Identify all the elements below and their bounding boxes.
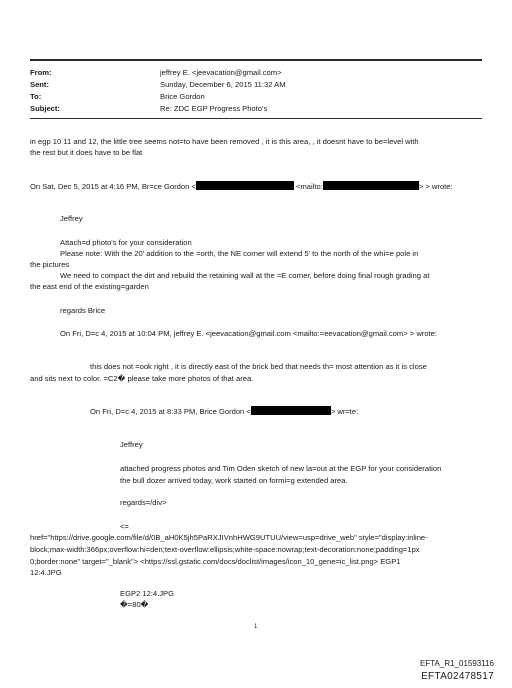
body-line: attached progress photos and Tim Oden sketch of new la=out at the EGP for your consideration: [120, 464, 442, 473]
mailto-text: <mailto:: [296, 182, 323, 191]
body-line: the pictures: [30, 260, 70, 269]
page-number: 1: [254, 624, 258, 630]
signature: regards Brice: [60, 306, 106, 315]
body-line: <=: [120, 522, 129, 531]
quote-header: On Fri, D=c 4, 2015 at 10:04 PM, jeffrey E. <jeevacation@gmail.com <mailto:=eevacation@gmail.com> > wrote:: [60, 329, 438, 338]
quote-header: [90, 406, 358, 417]
salutation: Jeffrey: [60, 214, 83, 223]
encoded-chars: �=80�: [120, 600, 149, 609]
salutation: Jeffrey: [120, 440, 143, 449]
redaction-box: [196, 181, 294, 190]
quote-header-text: On Sat, Dec 5, 2015 at 4:16 PM, Br=ce Gordon <: [30, 182, 196, 191]
body-line: Attach=d photo's for your consideration: [60, 238, 192, 247]
redaction-box: [251, 406, 331, 415]
quote-header-text: On Fri, D=c 4, 2015 at 8:33 PM, Brice Gordon <: [90, 407, 251, 416]
body-line: the bull dozer arrived today, work started on formi=g extended area.: [120, 476, 348, 485]
quote-header-end: > > wrote:: [418, 182, 453, 191]
subject-label: Subject:: [30, 104, 60, 113]
body-line: Please note: With the 20' addition to the =orth, the NE corner will extend 5' to the north of the whi=e pole in: [60, 249, 419, 258]
body-line: this does not =ook right , it is directly east of the brick bed that needs th= most attention as it is close: [90, 362, 427, 371]
href-line: 12:4.JPG: [30, 568, 62, 577]
to-label: To:: [30, 92, 42, 101]
attachment-name: EGP2 12:4.JPG: [120, 589, 175, 598]
body-line: the rest but it does have to be flat: [30, 148, 143, 157]
body-line: in egp 10 11 and 12, the little tree seems not=to have been removed , it is this area, , it doesnt have to be=level with: [30, 137, 419, 146]
sent-value: Sunday, December 6, 2015 11:32 AM: [160, 80, 286, 89]
body-line: the east end of the existing=garden: [30, 282, 149, 291]
from-label: From:: [30, 68, 52, 77]
bates-number-primary: EFTA_R1_01593116: [420, 659, 494, 668]
bates-number-secondary: EFTA02478517: [421, 671, 494, 682]
quote-header: [30, 181, 453, 192]
subject-value: Re: ZDC EGP Progress Photo's: [160, 104, 268, 113]
redaction-box: [323, 181, 419, 190]
href-line: block;max-width:366px;overflow:hi=den;text-overflow:ellipsis;white-space:nowrap;text-decoration:none;padding=1px: [30, 545, 420, 554]
href-line: href="https://drive.google.com/file/d/0B_aH0K5jh5PaRXJIVnhHWG9UTUU/view=usp=drive_web" style="display:inline-: [30, 533, 428, 542]
href-line: 0;border:none" target="_blank"> <https://ssl.gstatic.com/docs/doclist/images/icon_10_gene=ic_list.png> EGP1: [30, 557, 401, 566]
body-line: and sits next to color. =C2� please take more photos of that area.: [30, 374, 254, 383]
quote-header-end: > wr=te:: [330, 407, 359, 416]
signature: regards=/div>: [120, 498, 167, 507]
from-value: jeffrey E. <jeevacation@gmail.com>: [160, 68, 282, 77]
to-value: Brice Gordon: [160, 92, 205, 101]
header-rule: [30, 118, 482, 119]
top-rule: [30, 59, 482, 61]
body-line: We need to compact the dirt and rebuild the retaining wall at the =E corner, before doing final rough grading at: [60, 271, 430, 280]
sent-label: Sent:: [30, 80, 49, 89]
